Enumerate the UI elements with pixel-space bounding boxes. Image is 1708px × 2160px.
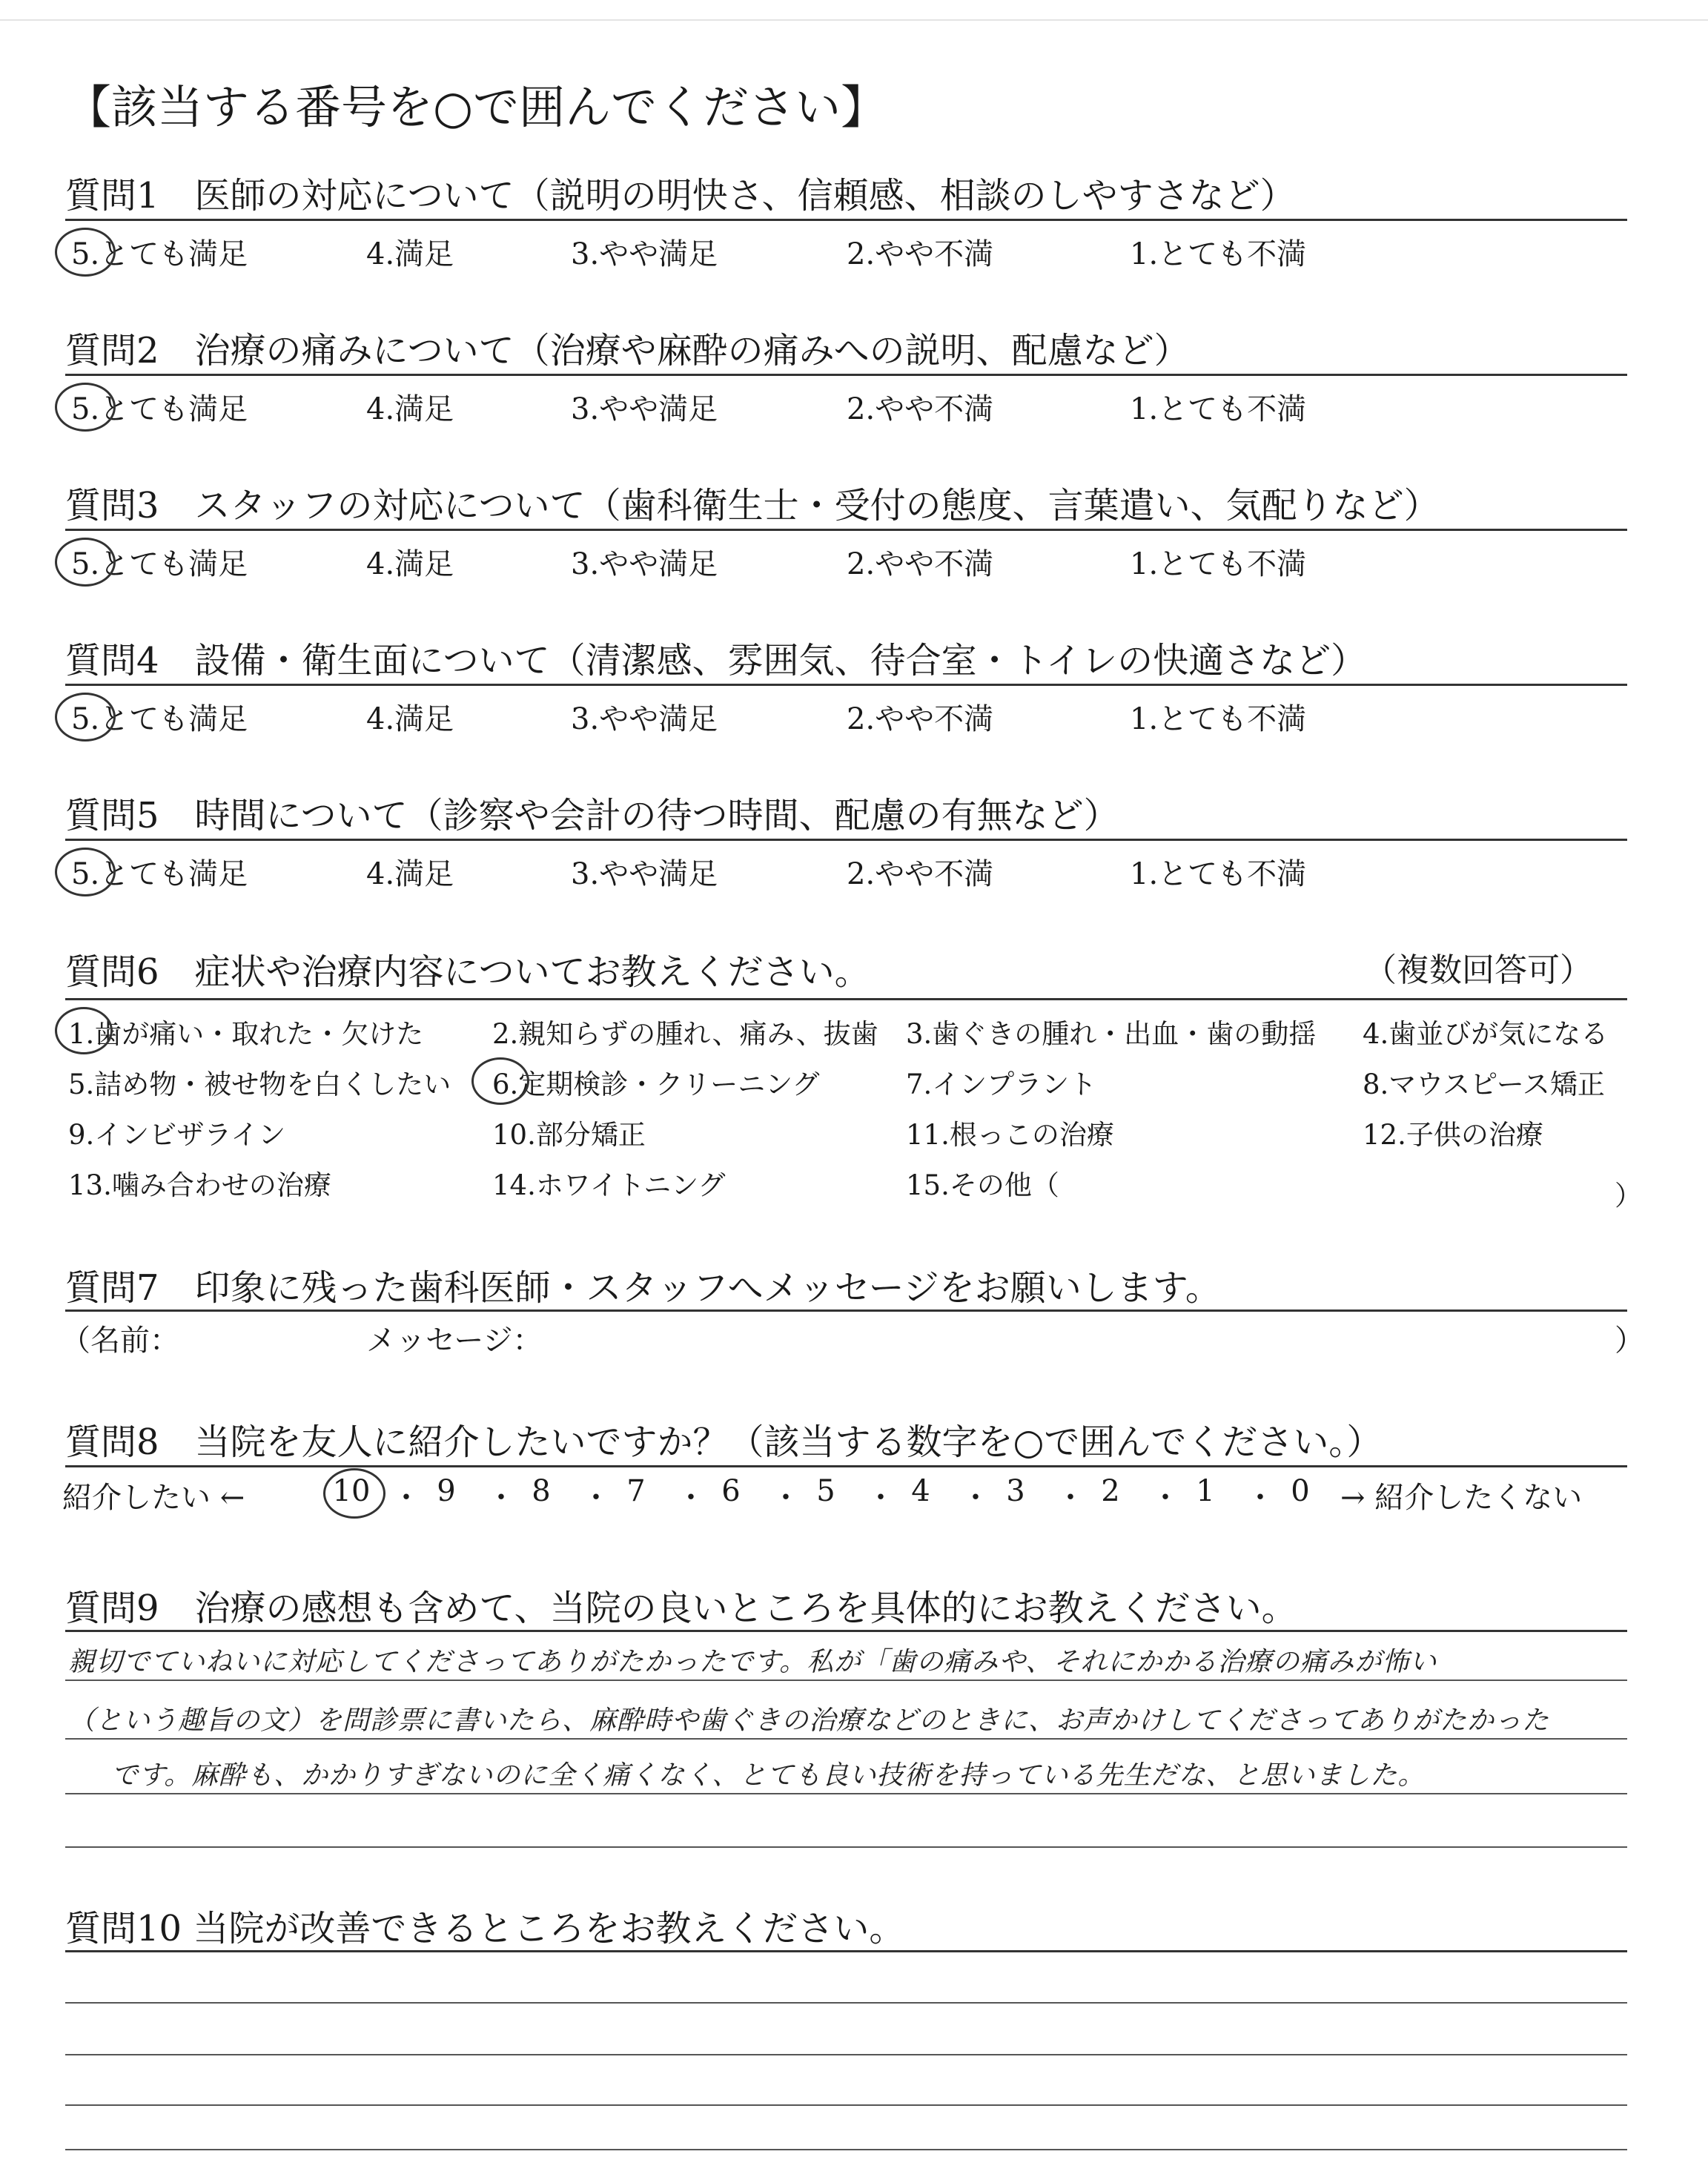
q6-close-paren: ） <box>1615 1180 1642 1212</box>
q6-selected-circle-6 <box>471 1057 529 1105</box>
q6-option-15: 15.その他（ <box>906 1169 1059 1201</box>
q7-name-label: （名前： <box>61 1324 179 1358</box>
q8-scale-4: 4 <box>911 1474 930 1508</box>
q6-option-11: 11.根っこの治療 <box>906 1119 1114 1151</box>
q8-scale-8: 8 <box>532 1474 551 1508</box>
q9-answer-rule <box>65 1738 1627 1740</box>
q6-option-12: 12.子供の治療 <box>1363 1119 1543 1151</box>
q10-title: 質問10 当院が改善できるところをお教えください。 <box>65 1908 905 1949</box>
q6-option-13: 13.噛み合わせの治療 <box>68 1169 331 1201</box>
q8-scale-separator: ・ <box>486 1481 516 1515</box>
q6-option-9: 9.インビザライン <box>68 1119 286 1151</box>
q6-option-5: 5.詰め物・被せ物を白くしたい <box>68 1069 451 1100</box>
q8-scale-10: 10 <box>332 1474 371 1508</box>
q8-title: 質問8 当院を友人に紹介したいですか？（該当する数字を○で囲んでください。） <box>65 1421 1383 1463</box>
q6-option-2: 2.親知らずの腫れ、痛み、抜歯 <box>492 1018 878 1050</box>
q8-scale-separator: ・ <box>866 1481 896 1515</box>
q6-note: （複数回答可） <box>1364 951 1592 989</box>
q2-option-2: 2.やや不満 <box>847 392 994 426</box>
q8-scale-5: 5 <box>816 1474 835 1508</box>
q10-answer-rule <box>65 2002 1627 2004</box>
q8-scale-9: 9 <box>437 1474 456 1508</box>
q7-message-label: メッセージ： <box>366 1324 543 1358</box>
q1-option-5: 5.とても満足 <box>71 237 248 271</box>
q8-left-label: 紹介したい ← <box>62 1481 245 1515</box>
q3-rule <box>65 529 1627 531</box>
q5-option-5: 5.とても満足 <box>71 857 248 891</box>
q8-scale-separator: ・ <box>391 1481 421 1515</box>
q2-title: 質問2 治療の痛みについて（治療や麻酔の痛みへの説明、配慮など） <box>65 330 1190 371</box>
page-top-border <box>0 19 1708 21</box>
q2-selected-circle <box>55 383 116 432</box>
q4-option-1: 1.とても不満 <box>1130 702 1307 736</box>
q4-option-3: 3.やや満足 <box>571 702 718 736</box>
q6-option-4: 4.歯並びが気になる <box>1363 1018 1609 1050</box>
q8-scale-3: 3 <box>1006 1474 1025 1508</box>
q8-scale-separator: ・ <box>961 1481 990 1515</box>
q5-option-4: 4.満足 <box>366 857 454 891</box>
q4-selected-circle <box>55 693 116 742</box>
q8-right-label: → 紹介したくない <box>1340 1481 1583 1515</box>
q1-selected-circle <box>55 228 116 277</box>
q9-title: 質問9 治療の感想も含めて、当院の良いところを具体的にお教えください。 <box>65 1588 1297 1629</box>
q5-selected-circle <box>55 848 116 896</box>
q7-title: 質問7 印象に残った歯科医師・スタッフへメッセージをお願いします。 <box>65 1267 1221 1309</box>
q8-selected-circle <box>323 1468 385 1519</box>
page-heading: 【該当する番号を○で囲んでください】 <box>65 80 887 134</box>
q9-handwritten-answer: です。麻酔も、かかりすぎないのに全く痛くなく、とても良い技術を持っている先生だな、と思いました。 <box>111 1760 1426 1791</box>
q2-option-1: 1.とても不満 <box>1130 392 1307 426</box>
q8-scale-separator: ・ <box>1056 1481 1085 1515</box>
q6-rule <box>65 998 1627 1000</box>
q5-option-2: 2.やや不満 <box>847 857 994 891</box>
q2-option-3: 3.やや満足 <box>571 392 718 426</box>
q6-option-7: 7.インプラント <box>906 1069 1097 1100</box>
q10-answer-rule <box>65 2104 1627 2106</box>
q1-option-3: 3.やや満足 <box>571 237 718 271</box>
q8-scale-separator: ・ <box>1151 1481 1180 1515</box>
q8-scale-7: 7 <box>626 1474 646 1508</box>
q8-scale-separator: ・ <box>676 1481 706 1515</box>
q3-option-1: 1.とても不満 <box>1130 547 1307 581</box>
q9-answer-rule <box>65 1680 1627 1681</box>
q6-selected-circle-1 <box>55 1007 113 1054</box>
q5-title: 質問5 時間について（診察や会計の待つ時間、配慮の有無など） <box>65 795 1119 836</box>
q1-title: 質問1 医師の対応について（説明の明快さ、信頼感、相談のしやすさなど） <box>65 175 1296 217</box>
q3-option-2: 2.やや不満 <box>847 547 994 581</box>
q9-rule <box>65 1630 1627 1632</box>
q10-answer-rule <box>65 2149 1627 2150</box>
q8-scale-6: 6 <box>721 1474 741 1508</box>
q7-close-paren: ） <box>1615 1324 1644 1358</box>
q1-option-2: 2.やや不満 <box>847 237 994 271</box>
q1-rule <box>65 219 1627 221</box>
q7-rule <box>65 1309 1627 1312</box>
q3-option-5: 5.とても満足 <box>71 547 248 581</box>
q6-title: 質問6 症状や治療内容についてお教えください。 <box>65 951 870 993</box>
q5-option-1: 1.とても不満 <box>1130 857 1307 891</box>
q8-rule <box>65 1465 1627 1467</box>
q10-rule <box>65 1950 1627 1952</box>
q6-option-6: 6.定期検診・クリーニング <box>492 1069 820 1100</box>
q3-option-3: 3.やや満足 <box>571 547 718 581</box>
q4-option-5: 5.とても満足 <box>71 702 248 736</box>
q4-title: 質問4 設備・衛生面について（清潔感、雰囲気、待合室・トイレの快適さなど） <box>65 640 1367 681</box>
q4-rule <box>65 684 1627 686</box>
q5-rule <box>65 839 1627 841</box>
q6-option-8: 8.マウスピース矯正 <box>1363 1069 1605 1100</box>
q8-scale-separator: ・ <box>771 1481 801 1515</box>
q5-option-3: 3.やや満足 <box>571 857 718 891</box>
q8-scale-1: 1 <box>1196 1474 1215 1508</box>
q6-option-1: 1.歯が痛い・取れた・欠けた <box>68 1018 424 1050</box>
q9-handwritten-answer: （という趣旨の文）を問診票に書いたら、麻酔時や歯ぐきの治療などのときに、お声かけしてくださってありがたかった <box>68 1705 1550 1736</box>
q1-option-4: 4.満足 <box>366 237 454 271</box>
q6-option-3: 3.歯ぐきの腫れ・出血・歯の動揺 <box>906 1018 1317 1050</box>
q4-option-2: 2.やや不満 <box>847 702 994 736</box>
q4-option-4: 4.満足 <box>366 702 454 736</box>
q2-option-5: 5.とても満足 <box>71 392 248 426</box>
q6-option-10: 10.部分矯正 <box>492 1119 646 1151</box>
q3-title: 質問3 スタッフの対応について（歯科衛生士・受付の態度、言葉遣い、気配りなど） <box>65 485 1440 526</box>
q9-answer-rule <box>65 1846 1627 1848</box>
q8-scale-0: 0 <box>1291 1474 1310 1508</box>
q6-option-14: 14.ホワイトニング <box>492 1169 726 1201</box>
q10-answer-rule <box>65 2054 1627 2055</box>
q1-option-1: 1.とても不満 <box>1130 237 1307 271</box>
q3-selected-circle <box>55 538 116 587</box>
q8-scale-separator: ・ <box>581 1481 611 1515</box>
q8-scale-2: 2 <box>1101 1474 1120 1508</box>
q3-option-4: 4.満足 <box>366 547 454 581</box>
q9-answer-rule <box>65 1793 1627 1794</box>
q2-option-4: 4.満足 <box>366 392 454 426</box>
q8-scale-separator: ・ <box>1245 1481 1275 1515</box>
q2-rule <box>65 374 1627 376</box>
q9-handwritten-answer: 親切でていねいに対応してくださってありがたかったです。私が「歯の痛みや、それにかかる治療の痛みが怖い <box>68 1647 1437 1677</box>
